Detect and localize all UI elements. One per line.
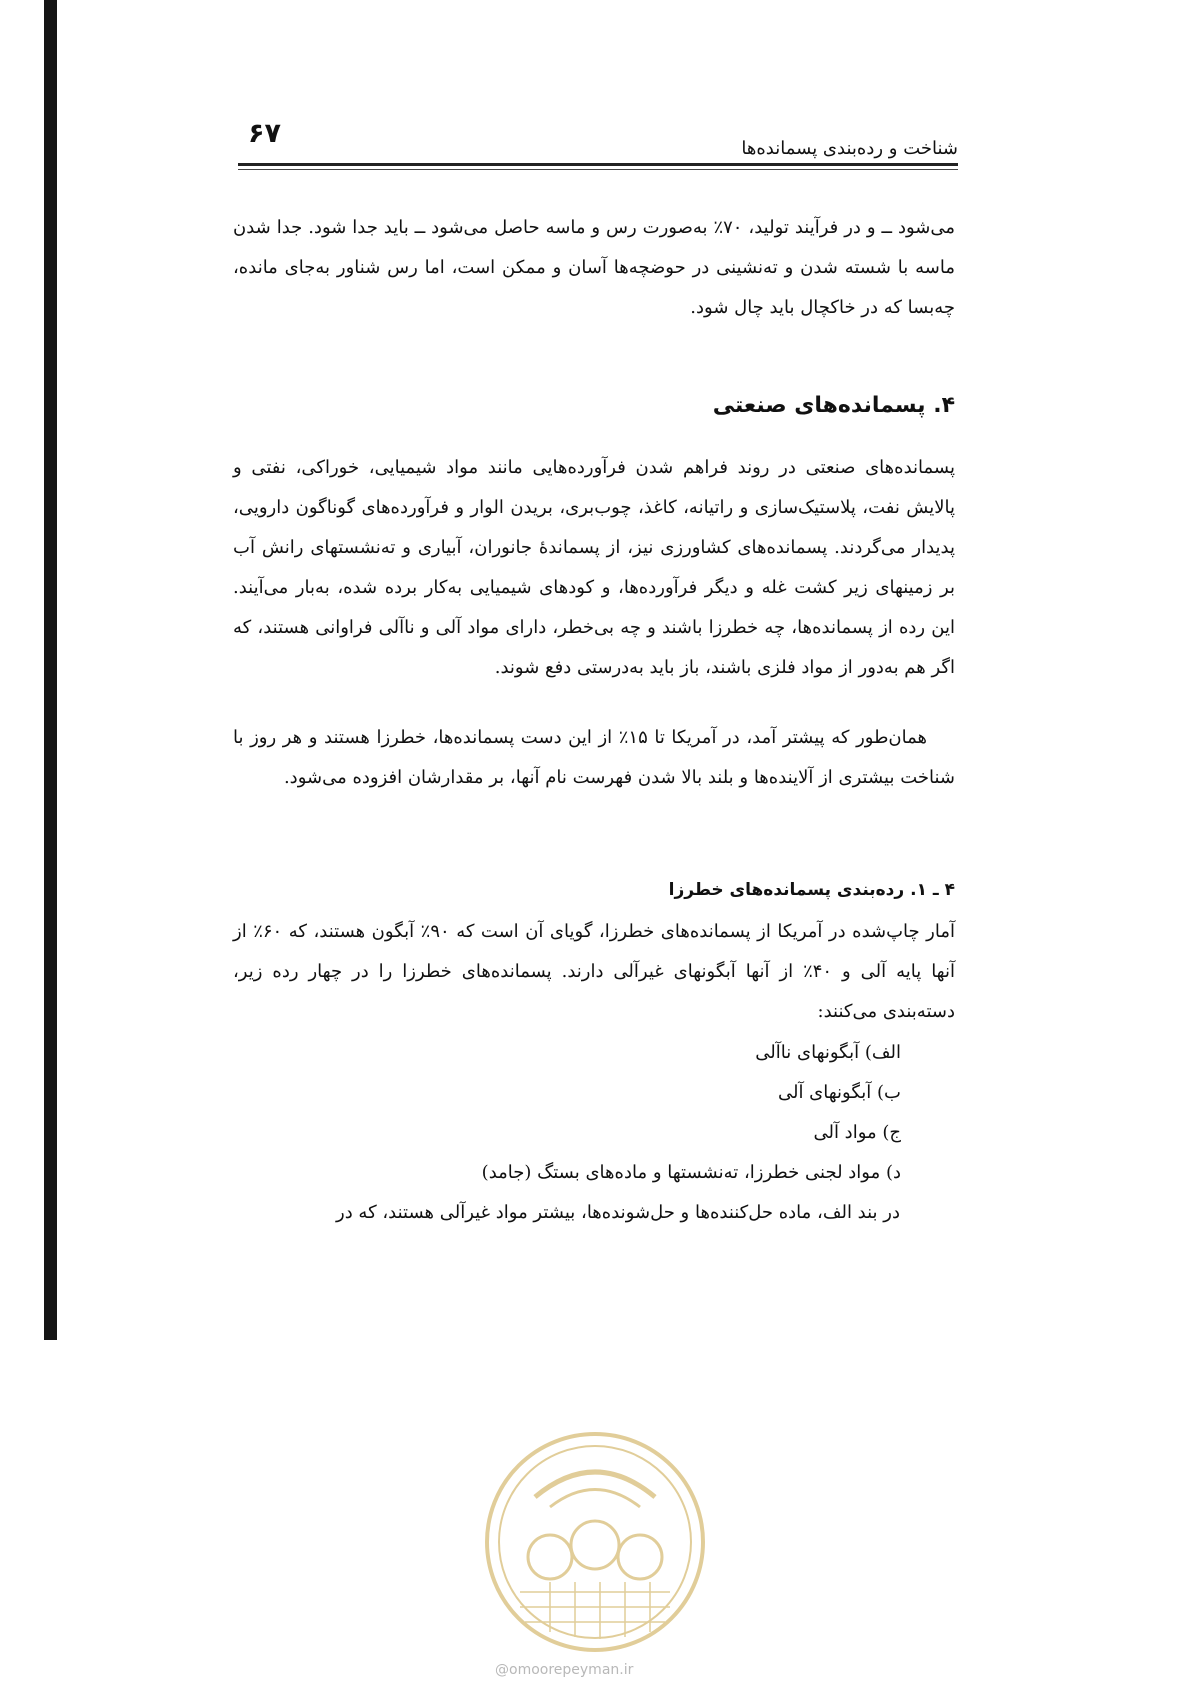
hazard-category-list: [482, 1033, 901, 1193]
scan-edge-bar: [44, 0, 57, 1340]
intro-paragraph: می‌شود ــ و در فرآیند تولید، ۷۰٪ به‌صورت رس و ماسه حاصل می‌شود ــ باید جدا شود. جدا شدن ماسه با شسته شدن و ته‌نشینی در حوضچه‌ها آسان و ممکن است، اما رس شناور به‌جای مانده، چه‌بسا که در خاکچال باید چال شود.: [233, 217, 955, 318]
closing-line: در بند الف، ماده حل‌کننده‌ها و حل‌شونده‌ها، بیشتر مواد غیرآلی هستند، که در: [336, 1202, 900, 1223]
list-item: د) مواد لجنی خطرزا، ته‌نشستها و ماده‌های بستگ (جامد): [481, 1162, 901, 1183]
seal-icon: [480, 1427, 710, 1657]
subsection-heading: ۴ ـ ۱. رده‌بندی پسمانده‌های خطرزا: [668, 880, 955, 900]
page-number: ۶۷: [248, 118, 281, 149]
list-item: ب) آبگونهای آلی: [777, 1082, 901, 1103]
watermark-logo: [480, 1427, 710, 1657]
list-item: ج) مواد آلی: [813, 1122, 901, 1143]
subsection-paragraph: آمار چاپ‌شده در آمریکا از پسمانده‌های خطرزا، گویای آن است که ۹۰٪ آبگون هستند، که ۶۰٪ از آنها پایه آلی و ۴۰٪ از آنها آبگونهای غیرآلی دارند. پسمانده‌های خطرزا را در چهار رده زیر، دسته‌بندی می‌کنند:: [233, 921, 955, 1022]
section-heading: ۴. پسمانده‌های صنعتی: [712, 393, 955, 418]
header-rule: [238, 163, 958, 166]
list-item: الف) آبگونهای ناآلی: [755, 1042, 901, 1063]
section-paragraph-1: پسمانده‌های صنعتی در روند فراهم شدن فرآورده‌هایی مانند مواد شیمیایی، خوراکی، نفتی و پالایش نفت، پلاستیک‌سازی و راتیانه، کاغذ، چوب‌بری، بریدن الوار و فرآورده‌های گوناگون دارویی، پدیدار می‌گردند. پسمانده‌های کشاورزی نیز، از پسماندهٔ جانوران، آبیاری و ته‌نشستهای رانش آب بر زمینهای زیر کشت غله و دیگر فرآورده‌ها، و کودهای شیمیایی به‌کار برده شده، به‌بار می‌آیند. این رده از پسمانده‌ها، چه خطرزا باشند و چه بی‌خطر، دارای مواد آلی و ناآلی فراوانی هستند، که اگر هم به‌دور از مواد فلزی باشند، باز باید به‌درستی دفع شوند.: [233, 457, 955, 678]
header-rule-thin: [238, 169, 958, 170]
running-title: شناخت و رده‌بندی پسمانده‌ها: [741, 138, 958, 159]
watermark-url: @omoorepeyman.ir: [495, 1662, 634, 1678]
section-paragraph-2: همان‌طور که پیشتر آمد، در آمریکا تا ۱۵٪ از این دست پسمانده‌ها، خطرزا هستند و هر روز با شناخت بیشتری از آلاینده‌ها و بلند بالا شدن فهرست نام آنها، بر مقدارشان افزوده می‌شود.: [233, 727, 955, 788]
